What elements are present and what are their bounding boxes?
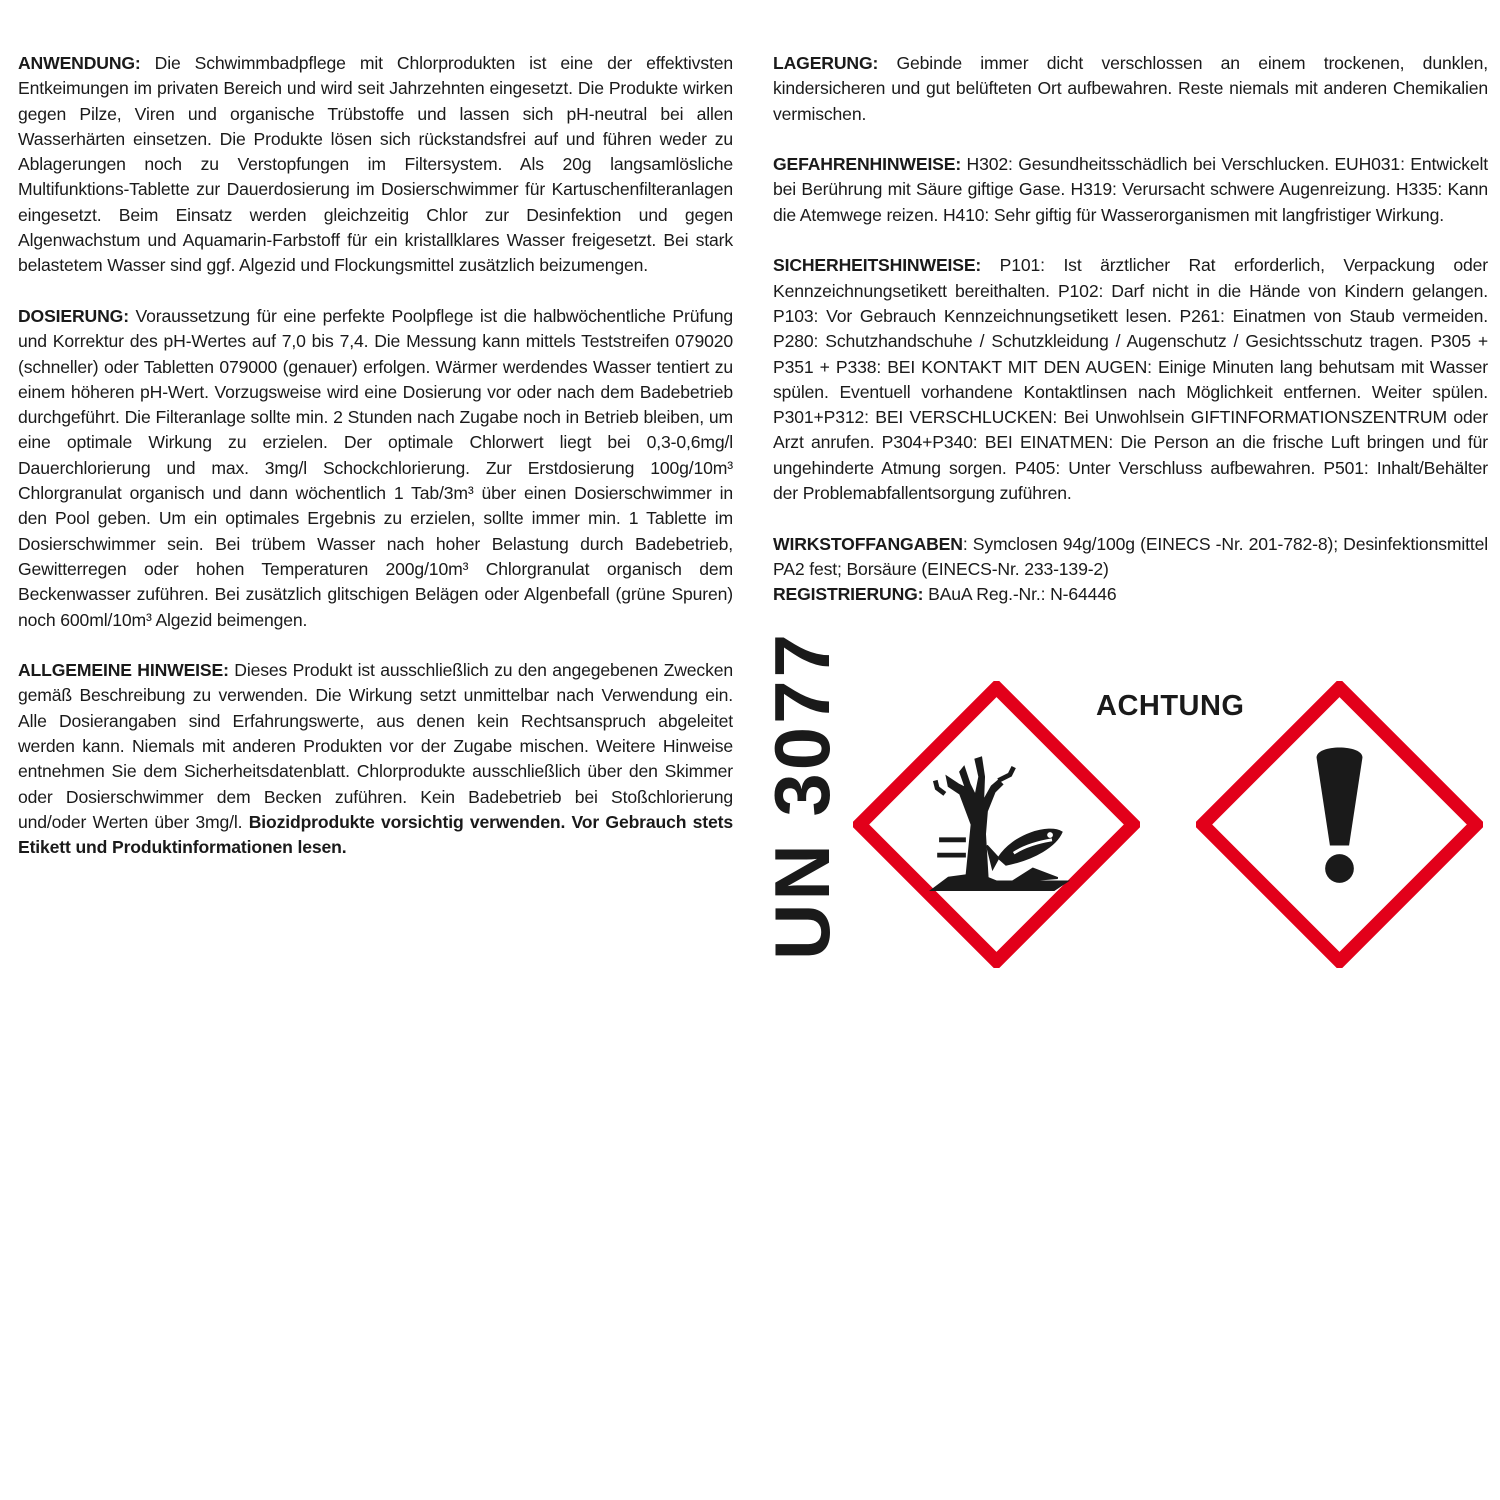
section-label: GEFAHRENHINWEISE: (773, 154, 962, 175)
section-anwendung (18, 51, 733, 279)
section-allgemeine-hinweise (18, 658, 733, 860)
section-dosierung (18, 304, 733, 633)
section-label: ANWENDUNG: (18, 53, 141, 73)
left-column (18, 51, 733, 886)
section-registrierung (773, 582, 1488, 607)
section-text: P101: Ist ärztlicher Rat erforderlich, Verpackung oder Kennzeichnungsetikett bereithalten. P102: Darf nicht in die Hände von Kindern gelangen. P103: Vor Gebrauch Kennzeichnungsetikett lesen. P261: Einatmen von Staub vermeiden. P280: Schutzhandschuhe / Schutzkleidung / Augenschutz / Gesichtsschutz tragen. P305 + P351 + P338: BEI KONTAKT MIT DEN AUGEN: Einige Minuten lang behutsam mit Wasser spülen. Eventuell vorhandene Kontaktlinsen nach Möglichkeit entfernen. Weiter spülen. P301+P312: BEI VERSCHLUCKEN: Bei Unwohlsein GIFTINFORMATIONSZENTRUM oder Arzt anrufen. P304+P340: BEI EINATMEN: Die Person an die frische Luft bringen und für ungehinderte Atmung sorgen. P405: Unter Verschluss aufbewahren. P501: Inhalt/Behälter der Problemabfallentsorgung zuführen. (773, 255, 1488, 504)
un-number: UN 3077 (758, 631, 846, 960)
section-label: DOSIERUNG: (18, 305, 129, 326)
section-text: Voraussetzung für eine perfekte Poolpflege ist die halbwöchentliche Prüfung und Korrektur des pH-Wertes auf 7,0 bis 7,4. Die Messung kann mittels Teststreifen 079020 (schneller) oder Tabletten 079000 (genauer) erfolgen. Wärmer werdendes Wasser tentiert zu einem höheren pH-Wert. Vorzugsweise wird eine Dosierung vor oder nach dem Badebetrieb durchgeführt. Die Filteranlage sollte min. 2 Stunden nach Zugabe noch in Betrieb bleiben, um eine optimale Wirkung zu erzielen. Der optimale Chlorwert liegt bei 0,3-0,6mg/l Dauerchlorierung und max. 3mg/l Schockchlorierung. Zur Erstdosierung 100g/10m³ Chlorgranulat organisch und dann wöchentlich 1 Tab/3m³ über einen Dosierschwimmer in den Pool geben. Um ein optimales Ergebnis zu erzielen, sollte immer min. 1 Tablette im Dosierschwimmer sein. Bei trübem Wasser nach hoher Belastung durch Badebetrieb, Gewitterregen oder hohen Temperaturen 200g/10m³ Chlorgranulat organisch dem Beckenwasser zuführen. Bei zusätzlich glitschigen Belägen oder Algenbefall (grüne Spuren) noch 600ml/10m³ Algezid beimengen. (18, 305, 733, 630)
section-label: WIRKSTOFFANGABEN (773, 533, 963, 554)
section-text: BAuA Reg.-Nr.: N-64446 (923, 584, 1117, 605)
environment-hazard-icon (853, 681, 1140, 968)
section-label: ALLGEMEINE HINWEISE: (18, 660, 229, 681)
section-label: SICHERHEITSHINWEISE: (773, 255, 982, 276)
section-text: Die Schwimmbadpflege mit Chlorprodukten ist eine der effektivsten Entkeimungen im privaten Bereich und wird seit Jahrzehnten eingesetzt. Die Produkte wirken gegen Pilze, Viren und organische Trübstoffe und lassen sich pH-neutral bei allen Wasserhärten einsetzen. Die Produkte lösen sich rückstandsfrei auf und führen weder zu Ablagerungen noch zu Verstopfungen im Filtersystem. Als 20g langsamlösliche Multifunktions-Tablette zur Dauerdosierung im Dosierschwimmer für Kartuschenfilteranlagen eingesetzt. Beim Einsatz werden gleichzeitig Chlor zur Desinfektion und gegen Algenwachstum und Aquamarin-Farbstoff für ein kristallklares Wasser freigesetzt. Bei stark belastetem Wasser sind ggf. Algezid und Flockungsmittel zusätzlich beizumengen. (18, 53, 733, 276)
section-text: Gebinde immer dicht verschlossen an einem trockenen, dunklen, kindersicheren und gut belüfteten Ort aufbewahren. Reste niemals mit anderen Chemikalien vermischen. (773, 53, 1488, 124)
section-text: Dieses Produkt ist ausschließlich zu den angegebenen Zwecken gemäß Beschreibung zu verwenden. Die Wirkung setzt unmittelbar nach Verwendung ein. Alle Dosierangaben sind Erfahrungswerte, aus denen kein Rechtsanspruch abgeleitet werden kann. Niemals mit anderen Produkten vor der Zugabe mischen. Weitere Hinweise entnehmen Sie dem Sicherheitsdatenblatt. Chlorprodukte ausschließlich über den Skimmer oder Dosierschwimmer dem Becken zuführen. Kein Badebetrieb bei Stoßchlorierung und/oder Werten über 3mg/l. (18, 660, 733, 832)
exclamation-mark-icon (1196, 681, 1483, 968)
section-lagerung (773, 51, 1488, 127)
section-wirkstoffangaben (773, 532, 1488, 583)
section-label: LAGERUNG: (773, 53, 879, 73)
section-bold-text: Biozidprodukte vorsichtig verwenden. Vor Gebrauch stets Etikett und Produktinformationen lesen. (18, 811, 733, 858)
section-sicherheitshinweise (773, 253, 1488, 506)
section-text: : Symclosen 94g/100g (EINECS -Nr. 201-782-8); Desinfektionsmittel PA2 fest; Borsäure (EINECS-Nr. 233-139-2) (773, 533, 1488, 579)
right-column (773, 51, 1488, 608)
signal-word: ACHTUNG (1096, 690, 1245, 722)
section-text: H302: Gesundheitsschädlich bei Verschlucken. EUH031: Entwickelt bei Berührung mit Säure giftige Gase. H319: Verursacht schwere Augenreizung. H335: Kann die Atemwege reizen. H410: Sehr giftig für Wasserorganismen mit langfristiger Wirkung. (773, 154, 1488, 225)
section-label: REGISTRIERUNG: (773, 584, 924, 605)
section-gefahrenhinweise (773, 152, 1488, 228)
